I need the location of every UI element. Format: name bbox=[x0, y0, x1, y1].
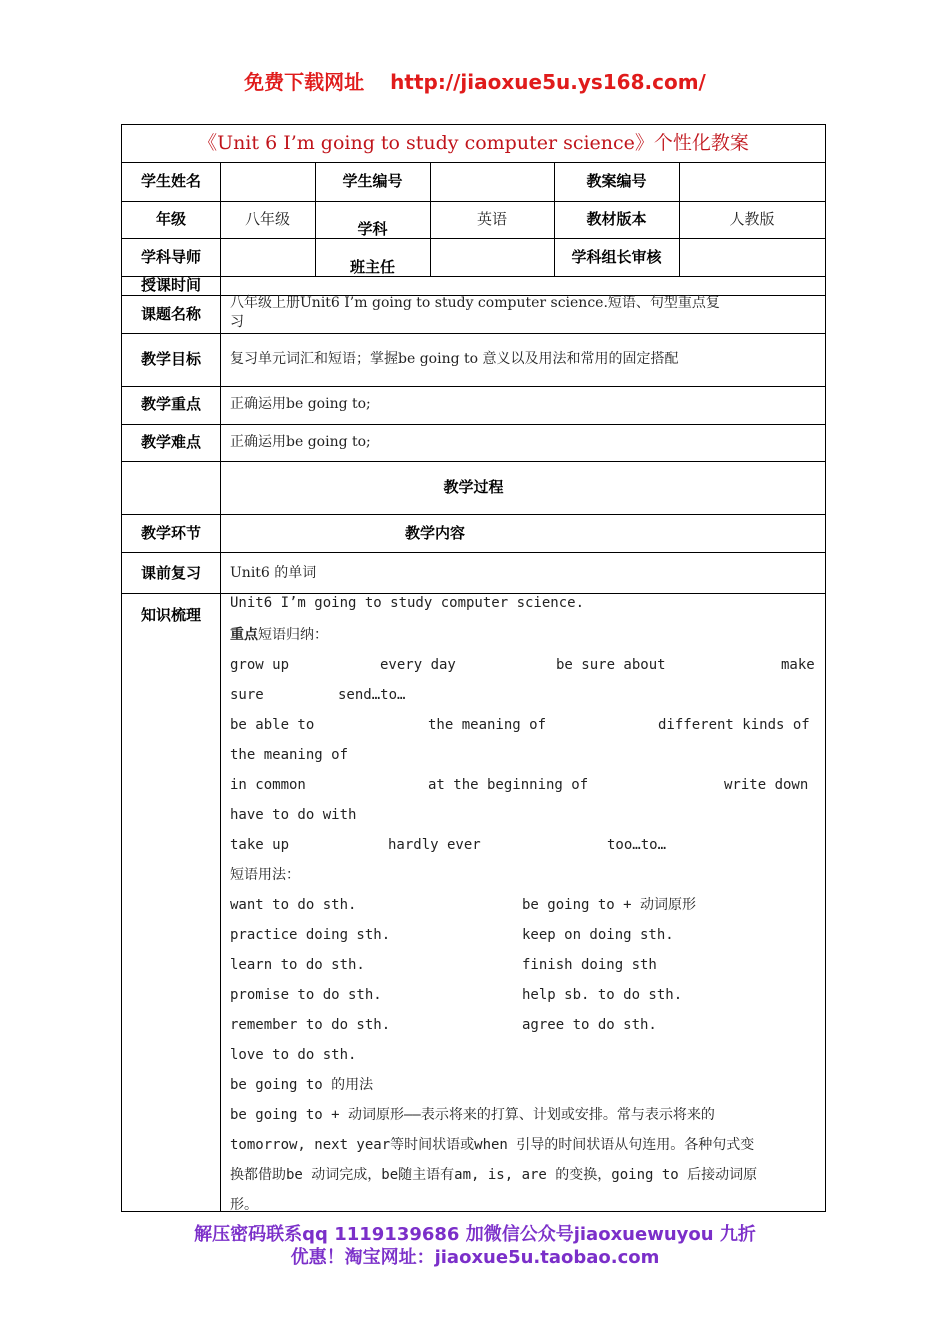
review-value: Unit6 的单词 bbox=[230, 565, 317, 581]
key-bold-word: 重点 bbox=[230, 627, 258, 643]
topic-value-line1: 八年级上册Unit6 I’m going to study computer science.短语、句型重点复 bbox=[230, 295, 720, 311]
phrase-item: too…to… bbox=[607, 837, 667, 853]
lesson-plan-table bbox=[121, 124, 826, 1212]
phrase-item: every day bbox=[380, 657, 456, 673]
class-time-label: 授课时间 bbox=[140, 276, 201, 294]
usage-left-item: love to do sth. bbox=[230, 1047, 357, 1063]
phrase-item: send…to… bbox=[338, 687, 406, 703]
usage-right-item: finish doing sth bbox=[522, 957, 657, 973]
be-going-to-line: 换都借助be 动词完成，be随主语有am, is, are 的变换，going to 后接动词原 bbox=[230, 1167, 758, 1183]
topic-label: 课题名称 bbox=[140, 305, 201, 323]
be-going-to-line: tomorrow, next year等时间状语或when 引导的时间状语从句连用。各种句式变 bbox=[230, 1137, 755, 1153]
subject-label: 学科 bbox=[357, 220, 388, 238]
edition-label: 教材版本 bbox=[586, 210, 647, 228]
be-going-to-line: be going to + 动词原形——表示将来的打算、计划或安排。常与表示将来的 bbox=[230, 1107, 715, 1123]
key-points-label: 教学重点 bbox=[140, 395, 201, 413]
plan-id-label: 教案编号 bbox=[586, 172, 647, 190]
key-phrases-rest: 短语归纳： bbox=[258, 627, 328, 643]
usage-right-item: help sb. to do sth. bbox=[522, 987, 683, 1003]
grade-value: 八年级 bbox=[244, 210, 290, 228]
usage-left-item: learn to do sth. bbox=[230, 957, 365, 973]
difficulty-label: 教学难点 bbox=[140, 433, 201, 451]
phrase-item: have to do with bbox=[230, 807, 357, 823]
student-name-label: 学生姓名 bbox=[140, 172, 201, 190]
usage-right-item: be going to + 动词原形 bbox=[522, 897, 697, 913]
subject-value: 英语 bbox=[476, 210, 507, 228]
phrase-item: the meaning of bbox=[230, 747, 349, 763]
phrase-item: make bbox=[781, 657, 815, 673]
usage-right-item: agree to do sth. bbox=[522, 1017, 657, 1033]
difficulty-value: 正确运用be going to; bbox=[230, 434, 371, 450]
be-going-to-heading: be going to 的用法 bbox=[230, 1077, 374, 1093]
key-points-value: 正确运用be going to; bbox=[230, 396, 371, 412]
reviewer-label: 学科组长审核 bbox=[571, 248, 662, 266]
top-download-banner bbox=[0, 66, 950, 95]
phrase-item: write down bbox=[724, 777, 809, 793]
phrase-item: at the beginning of bbox=[428, 777, 589, 793]
usage-left-item: remember to do sth. bbox=[230, 1017, 391, 1033]
phrase-item: the meaning of bbox=[428, 717, 547, 733]
head-teacher-label: 班主任 bbox=[349, 258, 395, 276]
usage-left-item: want to do sth. bbox=[230, 897, 357, 913]
goal-label: 教学目标 bbox=[140, 350, 201, 368]
content-column-header: 教学内容 bbox=[404, 524, 465, 542]
usage-heading: 短语用法： bbox=[230, 867, 300, 883]
key-phrases-heading bbox=[230, 628, 328, 642]
goal-value: 复习单元词汇和短语；掌握be going to 意义以及用法和常用的固定搭配 bbox=[230, 351, 679, 367]
phrase-item: hardly ever bbox=[388, 837, 481, 853]
phrase-item: be able to bbox=[230, 717, 315, 733]
knowledge-label: 知识梳理 bbox=[140, 606, 201, 624]
phrase-item: take up bbox=[230, 837, 290, 853]
phrase-item: different kinds of bbox=[658, 717, 810, 733]
stage-column-header: 教学环节 bbox=[140, 524, 201, 542]
page-title: 《Unit 6 I’m going to study computer science》个性化教案 bbox=[198, 132, 749, 154]
phrase-item: sure bbox=[230, 687, 264, 703]
bottom-banner-line1: 解压密码联系qq 1119139686 加微信公众号jiaoxuewuyou 九折 bbox=[194, 1224, 756, 1245]
edition-value: 人教版 bbox=[729, 210, 775, 228]
usage-left-item: promise to do sth. bbox=[230, 987, 382, 1003]
usage-left-item: practice doing sth. bbox=[230, 927, 391, 943]
tutor-label: 学科导师 bbox=[140, 248, 201, 266]
phrase-item: grow up bbox=[230, 657, 290, 673]
phrase-item: in common bbox=[230, 777, 306, 793]
be-going-to-line: 形。 bbox=[230, 1197, 258, 1213]
download-label: 免费下载网址 bbox=[244, 70, 365, 94]
process-heading: 教学过程 bbox=[443, 478, 504, 496]
bottom-banner-line2: 优惠！淘宝网址：jiaoxue5u.taobao.com bbox=[290, 1247, 660, 1268]
unit-title-line: Unit6 I’m going to study computer science. bbox=[230, 595, 585, 611]
phrase-item: be sure about bbox=[556, 657, 666, 673]
grade-label: 年级 bbox=[155, 210, 186, 228]
usage-right-item: keep on doing sth. bbox=[522, 927, 674, 943]
topic-value-line2: 习 bbox=[230, 314, 244, 330]
review-label: 课前复习 bbox=[140, 564, 201, 582]
student-id-label: 学生编号 bbox=[342, 172, 403, 190]
download-url-link[interactable]: http://jiaoxue5u.ys168.com/ bbox=[390, 70, 706, 94]
